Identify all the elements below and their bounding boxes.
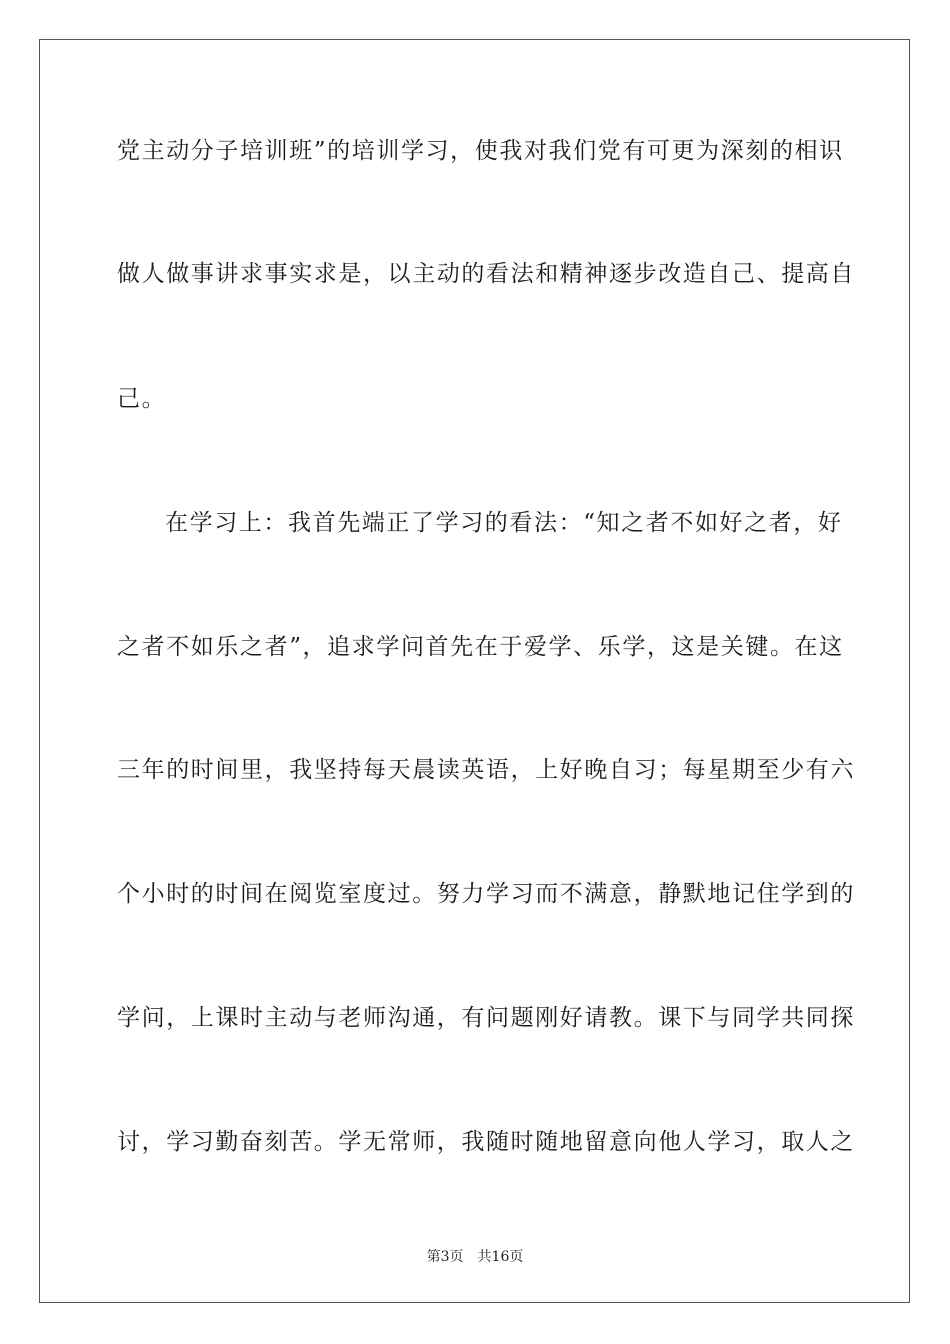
total-pages: 共16页 bbox=[477, 1249, 524, 1265]
paragraph-line: 三年的时间里，我坚持每天晨读英语，上好晚自习；每星期至少有六 bbox=[117, 757, 855, 783]
paragraph-line: 做人做事讲求事实求是，以主动的看法和精神逐步改造自己、提高自 bbox=[117, 261, 855, 287]
page-frame bbox=[39, 39, 910, 1303]
paragraph-line: 在学习上：我首先端正了学习的看法：“知之者不如好之者，好 bbox=[165, 510, 843, 536]
paragraph-line: 讨，学习勤奋刻苦。学无常师，我随时随地留意向他人学习，取人之 bbox=[117, 1129, 855, 1155]
paragraph-line: 个小时的时间在阅览室度过。努力学习而不满意，静默地记住学到的 bbox=[117, 881, 855, 907]
paragraph-line: 党主动分子培训班”的培训学习，使我对我们党有可更为深刻的相识 bbox=[117, 138, 844, 164]
page-footer bbox=[0, 1248, 950, 1266]
paragraph-line: 学问，上课时主动与老师沟通，有问题刚好请教。课下与同学共同探 bbox=[117, 1005, 855, 1031]
page-number: 第3页 bbox=[426, 1249, 464, 1265]
paragraph-line: 之者不如乐之者”，追求学问首先在于爱学、乐学，这是关键。在这 bbox=[117, 634, 844, 660]
paragraph-line: 己。 bbox=[117, 386, 167, 412]
